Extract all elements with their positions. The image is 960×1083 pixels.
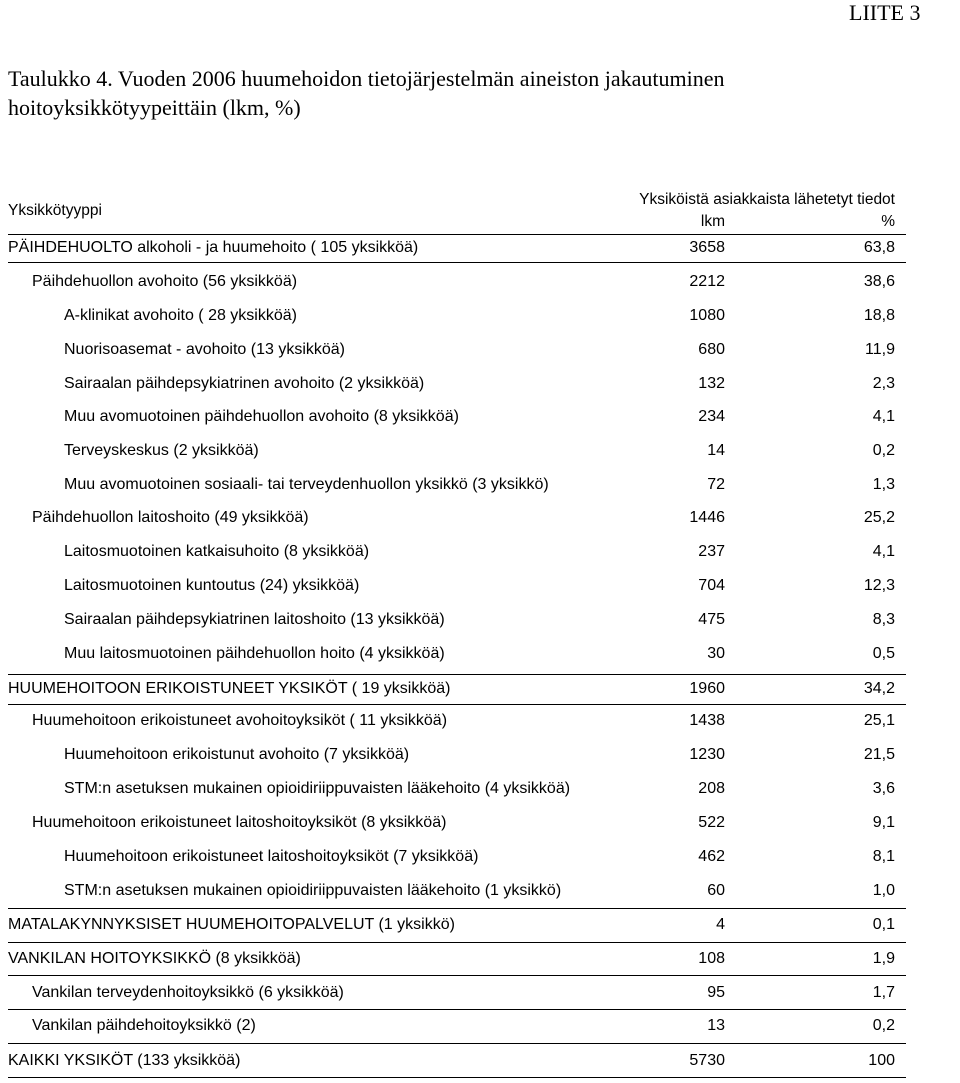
row-rule: [8, 942, 906, 943]
row-label: Huumehoitoon erikoistuneet laitoshoitoyksiköt (8 yksikköä): [32, 814, 447, 831]
row-label: Huumehoitoon erikoistuneet laitoshoitoyksiköt (7 yksikköä): [64, 848, 479, 865]
row-count: 108: [698, 950, 725, 967]
row-count: 95: [707, 984, 725, 1001]
row-percent: 34,2: [863, 680, 895, 697]
row-percent: 8,3: [872, 611, 895, 628]
row-count: 680: [698, 341, 725, 358]
row-label: Päihdehuollon laitoshoito (49 yksikköä): [32, 509, 309, 526]
row-percent: 8,1: [872, 848, 895, 865]
row-rule: [8, 975, 906, 976]
row-percent: 3,6: [872, 780, 895, 797]
row-count: 132: [698, 375, 725, 392]
caption-line-1: Taulukko 4. Vuoden 2006 huumehoidon tietojärjestelmän aineiston jakautuminen: [8, 66, 725, 91]
row-percent: 63,8: [863, 239, 895, 256]
row-label: STM:n asetuksen mukainen opioidiriippuvaisten lääkehoito (4 yksikköä): [64, 780, 571, 797]
row-count: 2212: [689, 273, 725, 290]
table-caption: [8, 64, 928, 122]
row-count: 1446: [689, 509, 725, 526]
row-rule: [8, 1043, 906, 1044]
row-percent: 25,1: [863, 712, 895, 729]
row-count: 1960: [689, 680, 725, 697]
row-label: Muu laitosmuotoinen päihdehuollon hoito (4 yksikköä): [64, 645, 445, 662]
row-count: 704: [698, 577, 725, 594]
row-percent: 2,3: [872, 375, 895, 392]
row-label: PÄIHDEHUOLTO alkoholi - ja huumehoito ( 105 yksikköä): [8, 239, 419, 256]
row-percent: 11,9: [865, 341, 895, 358]
row-percent: 1,9: [872, 950, 895, 967]
row-count: 30: [707, 645, 725, 662]
row-percent: 4,1: [872, 408, 895, 425]
row-count: 13: [707, 1017, 725, 1034]
row-count: 237: [698, 543, 725, 560]
row-percent: 1,3: [872, 476, 895, 493]
row-percent: 12,3: [863, 577, 895, 594]
appendix-label: LIITE 3: [849, 0, 921, 25]
row-count: 1230: [689, 746, 725, 763]
row-rule: [8, 262, 906, 263]
row-count: 234: [698, 408, 725, 425]
row-label: Laitosmuotoinen kuntoutus (24) yksikköä): [64, 577, 360, 594]
header-col-pct: %: [881, 213, 895, 230]
row-label: VANKILAN HOITOYKSIKKÖ (8 yksikköä): [8, 950, 301, 967]
row-percent: 21,5: [863, 746, 895, 763]
row-label: HUUMEHOITOON ERIKOISTUNEET YKSIKÖT ( 19 yksikköä): [8, 680, 451, 697]
row-percent: 1,0: [872, 882, 895, 899]
header-col-lkm: lkm: [700, 213, 725, 230]
header-rule: [8, 234, 906, 235]
row-rule: [8, 674, 906, 675]
row-percent: 0,2: [872, 1017, 895, 1034]
row-label: Päihdehuollon avohoito (56 yksikköä): [32, 273, 298, 290]
row-count: 3658: [689, 239, 725, 256]
row-label: A-klinikat avohoito ( 28 yksikköä): [64, 307, 297, 324]
row-label: Vankilan terveydenhoitoyksikkö (6 yksikköä): [32, 984, 344, 1001]
row-label: Nuorisoasemat - avohoito (13 yksikköä): [64, 341, 346, 358]
row-percent: 9,1: [872, 814, 895, 831]
row-rule: [8, 704, 906, 705]
row-count: 462: [698, 848, 725, 865]
row-percent: 1,7: [872, 984, 895, 1001]
row-label: Muu avomuotoinen sosiaali- tai terveydenhuollon yksikkö (3 yksikkö): [64, 476, 549, 493]
row-label: MATALAKYNNYKSISET HUUMEHOITOPALVELUT (1 yksikkö): [8, 916, 455, 933]
header-unit-type: Yksikkötyyppi: [8, 202, 102, 219]
row-count: 72: [707, 476, 725, 493]
row-label: Huumehoitoon erikoistuneet avohoitoyksiköt ( 11 yksikköä): [32, 712, 448, 729]
row-count: 1438: [689, 712, 725, 729]
row-label: KAIKKI YKSIKÖT (133 yksikköä): [8, 1052, 241, 1069]
header-data-group: Yksiköistä asiakkaista lähetetyt tiedot: [639, 191, 895, 208]
row-count: 475: [698, 611, 725, 628]
row-percent: 0,2: [872, 442, 895, 459]
row-rule: [8, 908, 906, 909]
caption-line-2: hoitoyksikkötyypeittäin (lkm, %): [8, 95, 301, 120]
row-count: 522: [698, 814, 725, 831]
row-count: 1080: [689, 307, 725, 324]
row-label: Sairaalan päihdepsykiatrinen laitoshoito (13 yksikköä): [64, 611, 445, 628]
row-label: Laitosmuotoinen katkaisuhoito (8 yksikköä): [64, 543, 370, 560]
row-count: 5730: [689, 1052, 725, 1069]
row-percent: 25,2: [863, 509, 895, 526]
row-percent: 4,1: [872, 543, 895, 560]
row-count: 208: [698, 780, 725, 797]
row-percent: 38,6: [863, 273, 895, 290]
row-rule: [8, 1009, 906, 1010]
row-label: Huumehoitoon erikoistunut avohoito (7 yksikköä): [64, 746, 410, 763]
row-percent: 100: [868, 1052, 895, 1069]
row-rule: [8, 1077, 906, 1078]
row-label: Sairaalan päihdepsykiatrinen avohoito (2 yksikköä): [64, 375, 425, 392]
row-label: Muu avomuotoinen päihdehuollon avohoito (8 yksikköä): [64, 408, 459, 425]
row-percent: 0,5: [872, 645, 895, 662]
row-percent: 18,8: [863, 307, 895, 324]
row-count: 4: [716, 916, 725, 933]
row-label: Vankilan päihdehoitoyksikkö (2): [32, 1017, 256, 1034]
row-percent: 0,1: [872, 916, 895, 933]
row-label: Terveyskeskus (2 yksikköä): [64, 442, 259, 459]
row-count: 14: [707, 442, 725, 459]
row-count: 60: [707, 882, 725, 899]
row-label: STM:n asetuksen mukainen opioidiriippuvaisten lääkehoito (1 yksikkö): [64, 882, 562, 899]
